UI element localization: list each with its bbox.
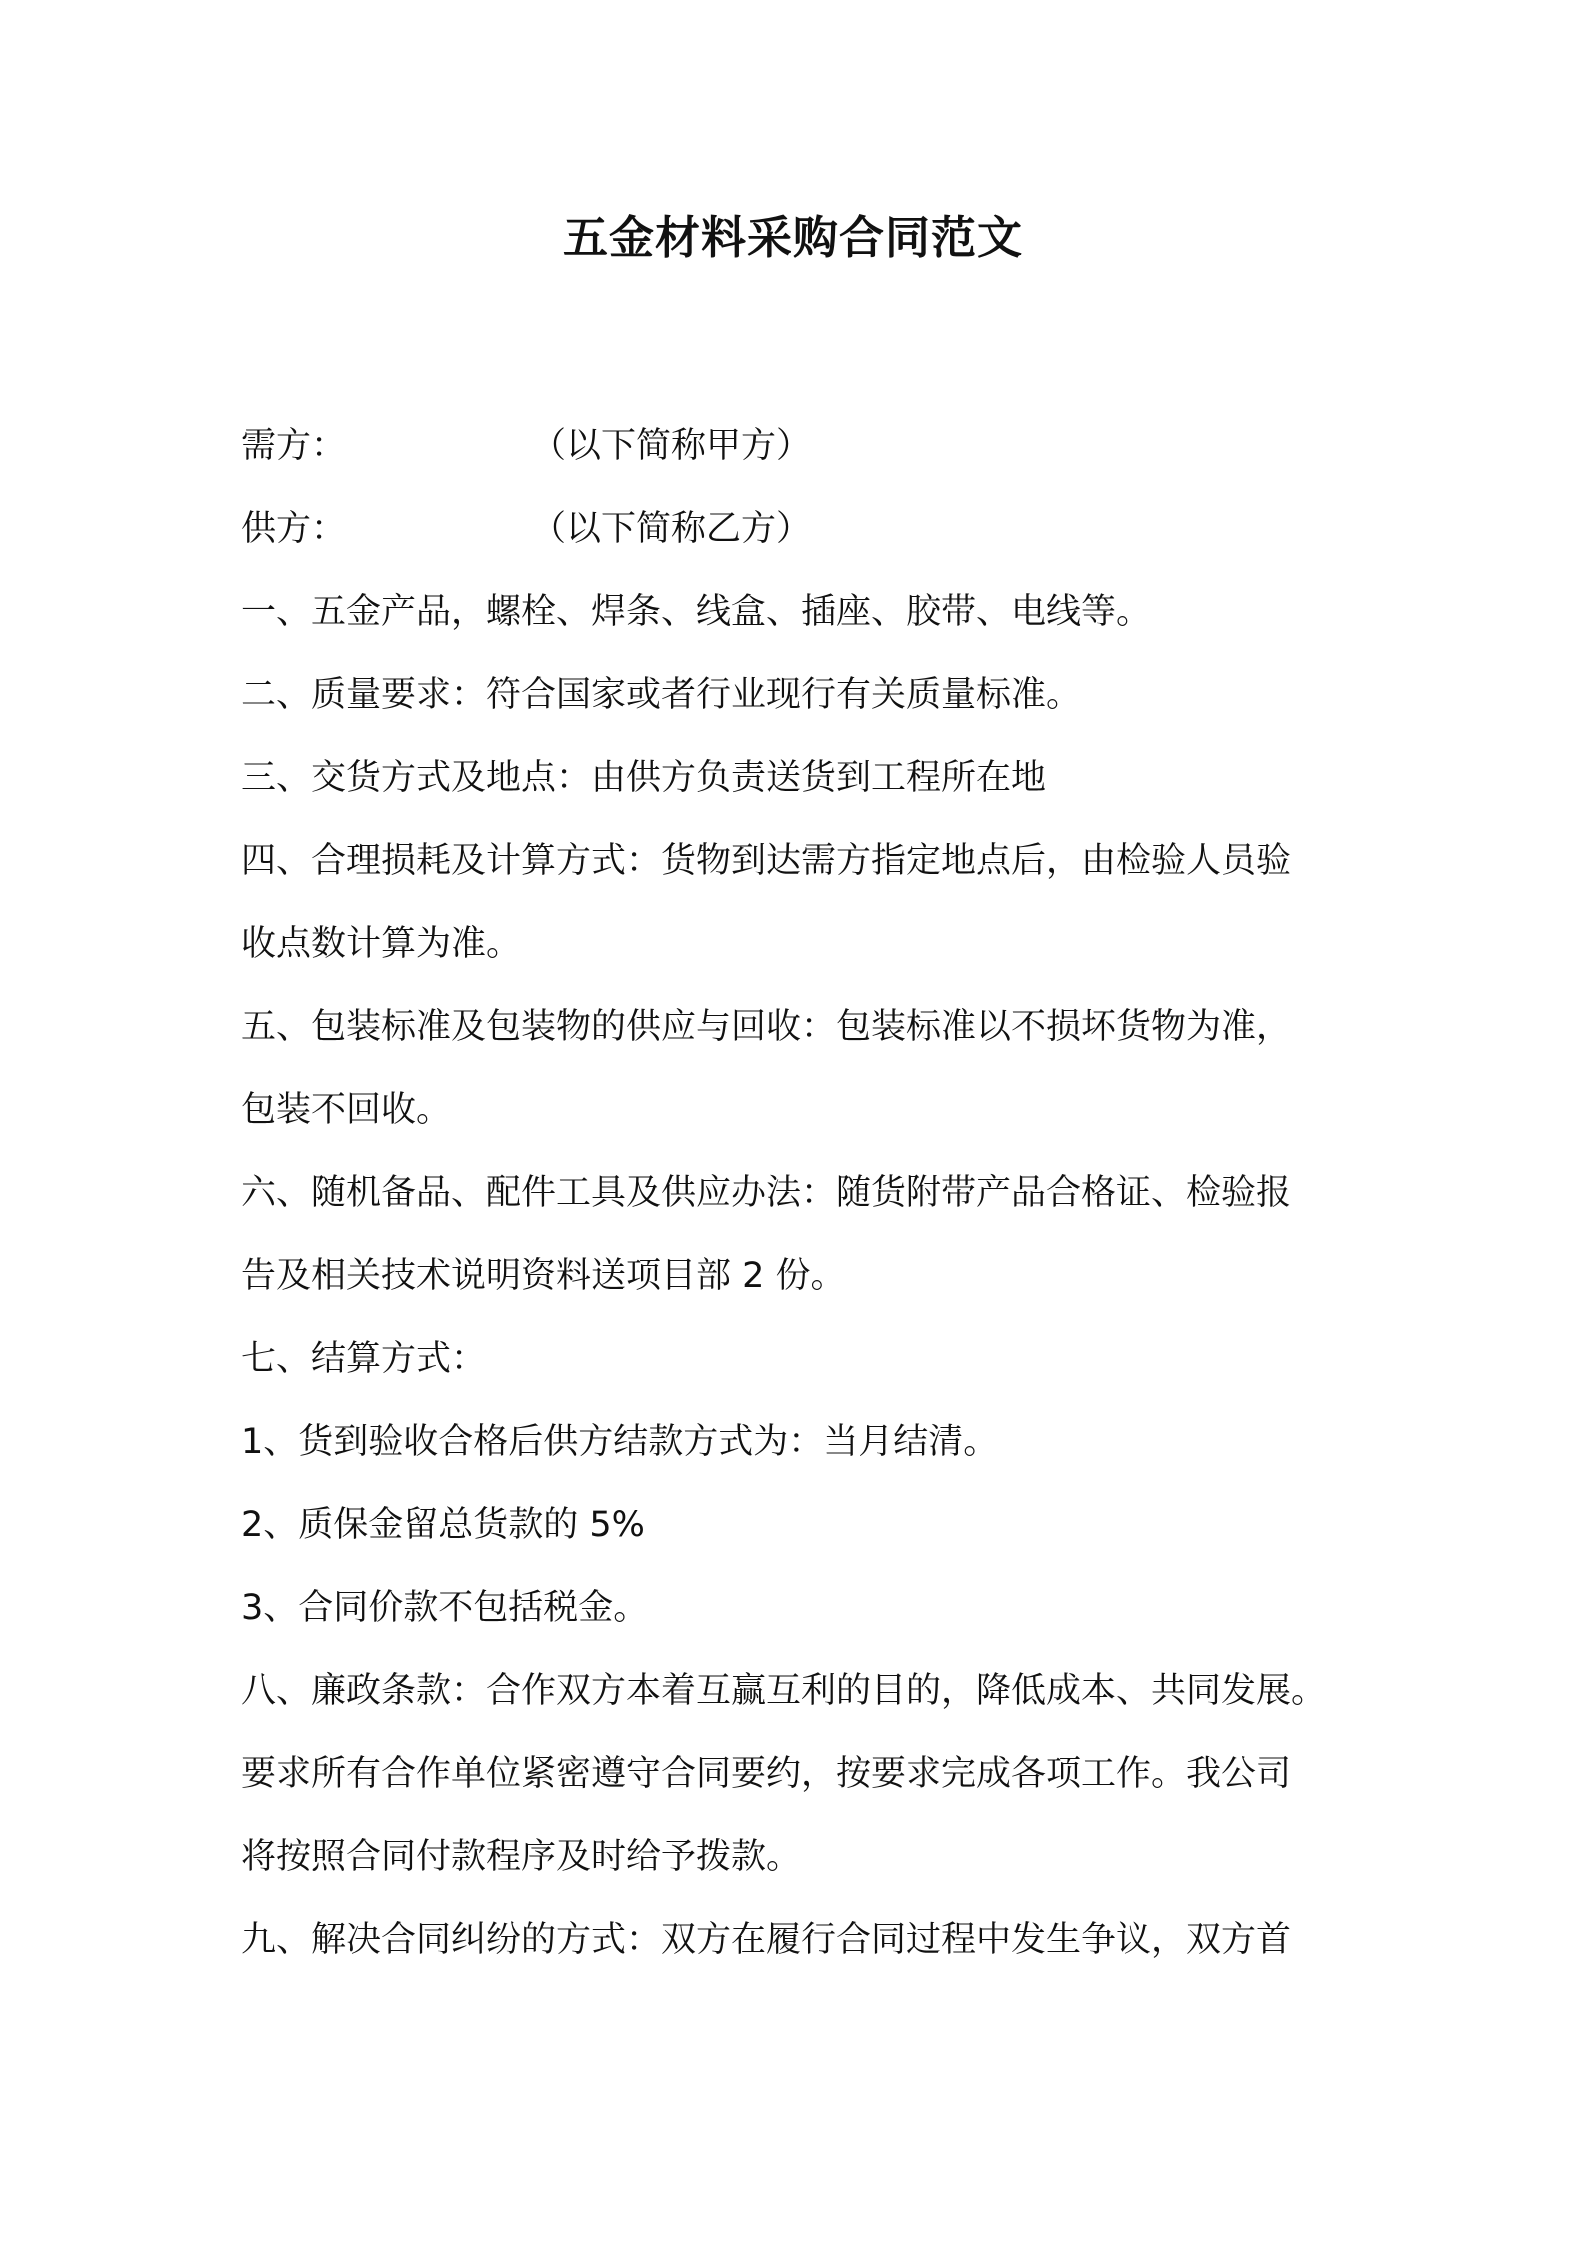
clause-line: 九、解决合同纠纷的方式：双方在履行合同过程中发生争议，双方首 bbox=[241, 1920, 1292, 1960]
clause-line: 一、五金产品，螺栓、焊条、线盒、插座、胶带、电线等。 bbox=[241, 592, 1152, 632]
clause-line: 六、随机备品、配件工具及供应办法：随货附带产品合格证、检验报 bbox=[241, 1173, 1292, 1213]
clause-line: 三、交货方式及地点：由供方负责送货到工程所在地 bbox=[241, 758, 1047, 798]
document-body bbox=[241, 405, 1361, 1982]
buyer-note: （以下简称甲方） bbox=[531, 426, 812, 466]
clause-line: 3、合同价款不包括税金。 bbox=[241, 1588, 649, 1628]
clause-line: 1、货到验收合格后供方结款方式为：当月结清。 bbox=[241, 1422, 999, 1462]
document-title: 五金材料采购合同范文 bbox=[562, 211, 1023, 264]
seller-line bbox=[241, 488, 1361, 571]
clause-line: 2、质保金留总货款的 5% bbox=[241, 1505, 645, 1545]
clause-line: 四、合理损耗及计算方式：货物到达需方指定地点后，由检验人员验 bbox=[241, 841, 1292, 881]
clause-line: 五、包装标准及包装物的供应与回收：包装标准以不损坏货物为准， bbox=[241, 1007, 1292, 1047]
clause-line: 包装不回收。 bbox=[241, 1090, 452, 1130]
clause-line: 八、廉政条款：合作双方本着互赢互利的目的，降低成本、共同发展。 bbox=[241, 1671, 1327, 1711]
clause-line: 告及相关技术说明资料送项目部 2 份。 bbox=[241, 1256, 846, 1296]
clause-line: 将按照合同付款程序及时给予拨款。 bbox=[241, 1837, 802, 1877]
seller-note: （以下简称乙方） bbox=[531, 509, 812, 549]
clause-line: 二、质量要求：符合国家或者行业现行有关质量标准。 bbox=[241, 675, 1082, 715]
clause-line: 要求所有合作单位紧密遵守合同要约，按要求完成各项工作。我公司 bbox=[241, 1754, 1292, 1794]
seller-label: 供方： bbox=[241, 509, 347, 549]
buyer-line bbox=[241, 405, 1361, 488]
clause-line: 收点数计算为准。 bbox=[241, 924, 522, 964]
clause-line: 七、结算方式： bbox=[241, 1339, 487, 1379]
buyer-label: 需方： bbox=[241, 426, 347, 466]
